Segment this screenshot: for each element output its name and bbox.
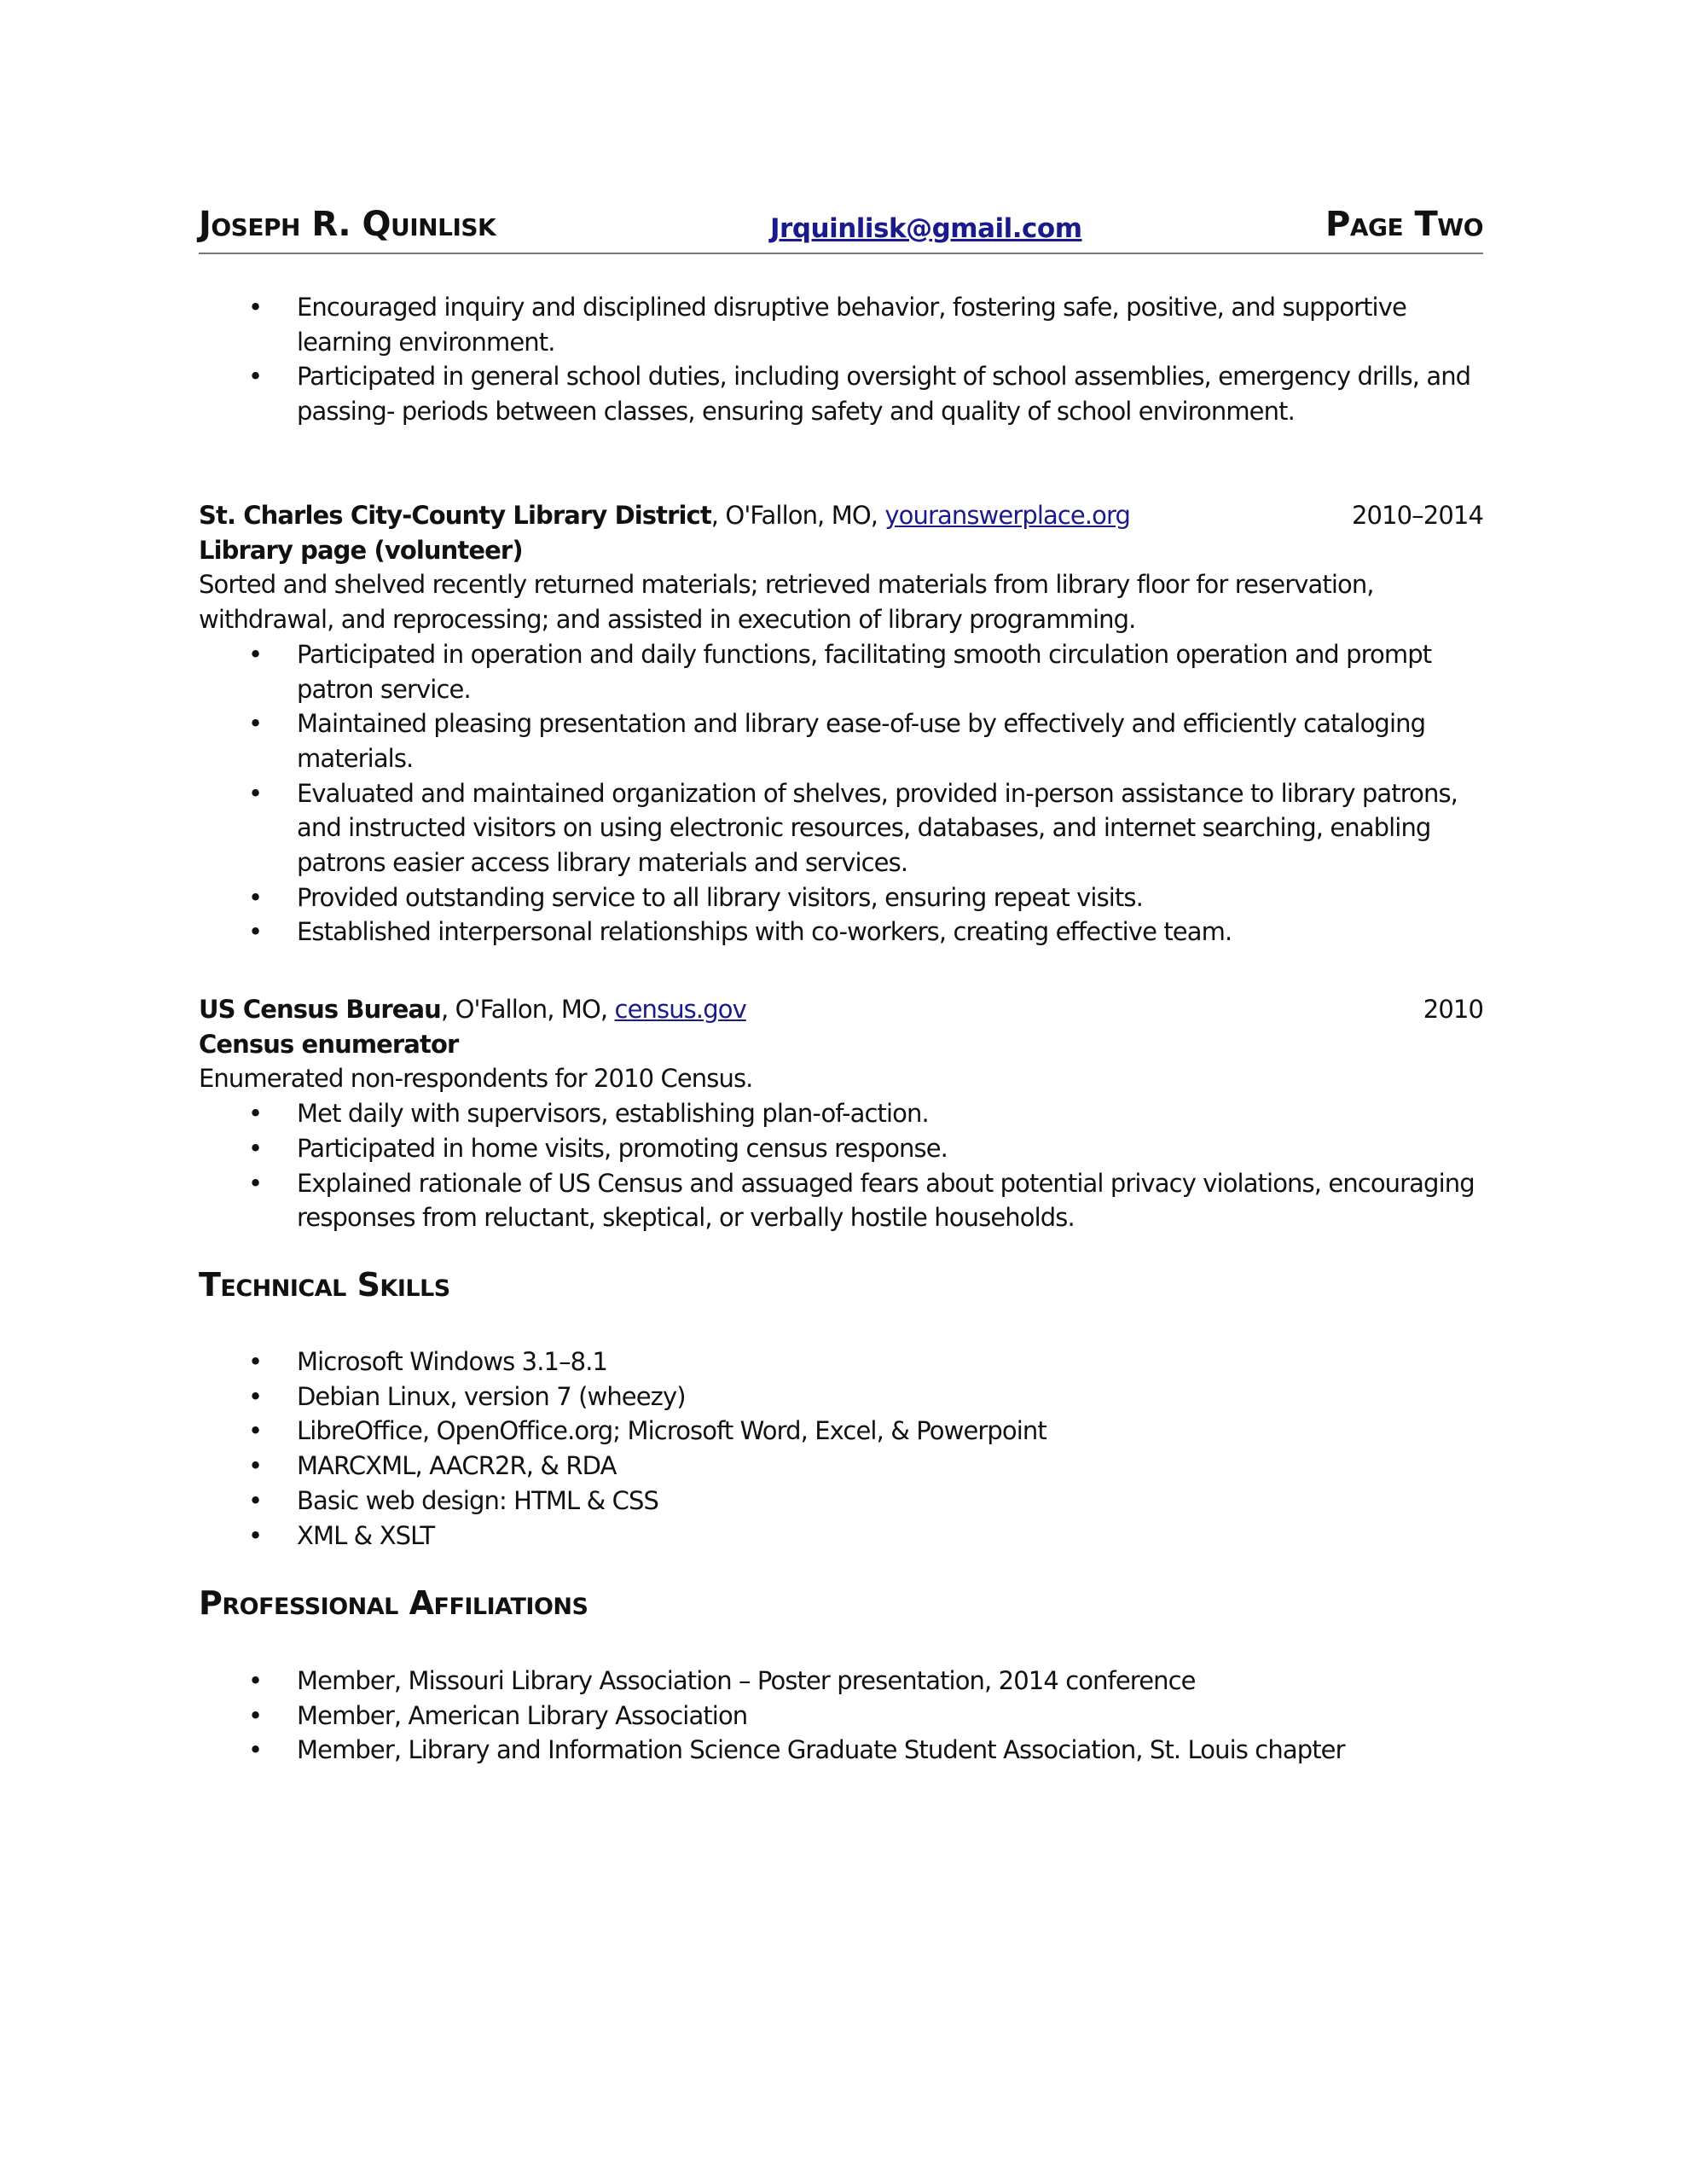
bullet-icon: •: [248, 1485, 263, 1515]
bullet-icon: •: [248, 917, 263, 947]
job-summary: Enumerated non-respondents for 2010 Census.: [199, 1064, 753, 1094]
job-org: St. Charles City-County Library District: [199, 501, 711, 530]
bullet-icon: •: [248, 1735, 263, 1765]
list-item: • LibreOffice, OpenOffice.org; Microsoft Word, Excel, & Powerpoint: [199, 1414, 1483, 1449]
list-item: • Encouraged inquiry and disciplined disruptive behavior, fostering safe, positive, and supportive learning environment.: [199, 290, 1483, 359]
job-census: [199, 992, 1483, 1235]
list-item: • Established interpersonal relationships with co-workers, creating effective team.: [199, 915, 1483, 950]
technical-skills-list: [199, 1345, 1483, 1553]
job-dates: 2010–2014: [1351, 501, 1483, 530]
list-item: • Met daily with supervisors, establishing plan-of-action.: [199, 1096, 1483, 1131]
list-item: • MARCXML, AACR2R, & RDA: [199, 1449, 1483, 1484]
job-link[interactable]: census.gov: [614, 995, 746, 1024]
job-heading: St. Charles City-County Library District, O'Fallon, MO, youranswerplace.org 2010–2014: [199, 498, 1483, 533]
list-item: • Evaluated and maintained organization of shelves, provided in-person assistance to library patrons, and instructed visitors on using electronic resources, databases, and internet searching, enabling patrons easier access library materials and services.: [199, 776, 1483, 880]
list-item: • Participated in operation and daily functions, facilitating smooth circulation operation and prompt patron service.: [199, 637, 1483, 706]
bullet-icon: •: [248, 1666, 263, 1695]
bullet-icon: •: [248, 778, 263, 808]
bullet-icon: •: [248, 882, 263, 912]
bullet-icon: •: [248, 1416, 263, 1446]
list-item: • Member, Missouri Library Association – Poster presentation, 2014 conference: [199, 1664, 1483, 1699]
bullet-icon: •: [248, 1700, 263, 1730]
bullet-icon: •: [248, 293, 263, 322]
job-title: Census enumerator: [199, 1029, 459, 1059]
job-heading: US Census Bureau, O'Fallon, MO, census.gov 2010: [199, 992, 1483, 1027]
list-item: • Explained rationale of US Census and assuaged fears about potential privacy violations, encouraging responses from reluctant, skeptical, or verbally hostile households.: [199, 1166, 1483, 1235]
list-item: • Basic web design: HTML & CSS: [199, 1484, 1483, 1519]
job-link[interactable]: youranswerplace.org: [884, 501, 1131, 530]
bullet-icon: •: [248, 1168, 263, 1198]
page-header: [199, 205, 1483, 254]
job-summary: Sorted and shelved recently returned materials; retrieved materials from library floor for reservation, withdrawal, and reprocessing; and assisted in execution of library programming.: [199, 570, 1374, 635]
email-link[interactable]: Jrquinlisk@gmail.com: [770, 213, 1082, 244]
affiliations-list: [199, 1664, 1483, 1768]
list-item: • Participated in home visits, promoting census response.: [199, 1131, 1483, 1166]
bullet-icon: •: [248, 1099, 263, 1129]
bullet-icon: •: [248, 362, 263, 392]
bullet-icon: •: [248, 709, 263, 739]
job-title: Library page (volunteer): [199, 535, 523, 565]
list-item: • Debian Linux, version 7 (wheezy): [199, 1380, 1483, 1414]
list-item: • Provided outstanding service to all library visitors, ensuring repeat visits.: [199, 880, 1483, 915]
job-dates: 2010: [1423, 995, 1483, 1024]
list-item: • Participated in general school duties, including oversight of school assemblies, emergency drills, and passing- periods between classes, ensuring safety and quality of school environment.: [199, 359, 1483, 428]
job-library: [199, 498, 1483, 950]
list-item: • Member, American Library Association: [199, 1699, 1483, 1734]
section-heading-technical-skills: Technical Skills: [199, 1266, 450, 1304]
bullet-icon: •: [248, 1381, 263, 1411]
bullet-icon: •: [248, 1347, 263, 1376]
page-label: Page Two: [1325, 205, 1483, 244]
list-item: • XML & XSLT: [199, 1519, 1483, 1554]
section-heading-affiliations: Professional Affiliations: [199, 1584, 588, 1622]
list-item: • Maintained pleasing presentation and library ease-of-use by effectively and efficiently cataloging materials.: [199, 706, 1483, 775]
bullet-icon: •: [248, 639, 263, 669]
continued-bullets: [199, 290, 1483, 429]
bullet-icon: •: [248, 1133, 263, 1163]
bullet-icon: •: [248, 1451, 263, 1481]
candidate-name: Joseph R. Quinlisk: [199, 205, 496, 244]
bullet-icon: •: [248, 1520, 263, 1550]
list-item: • Microsoft Windows 3.1–8.1: [199, 1345, 1483, 1380]
job-org: US Census Bureau: [199, 995, 441, 1024]
list-item: • Member, Library and Information Science Graduate Student Association, St. Louis chapter: [199, 1733, 1483, 1768]
